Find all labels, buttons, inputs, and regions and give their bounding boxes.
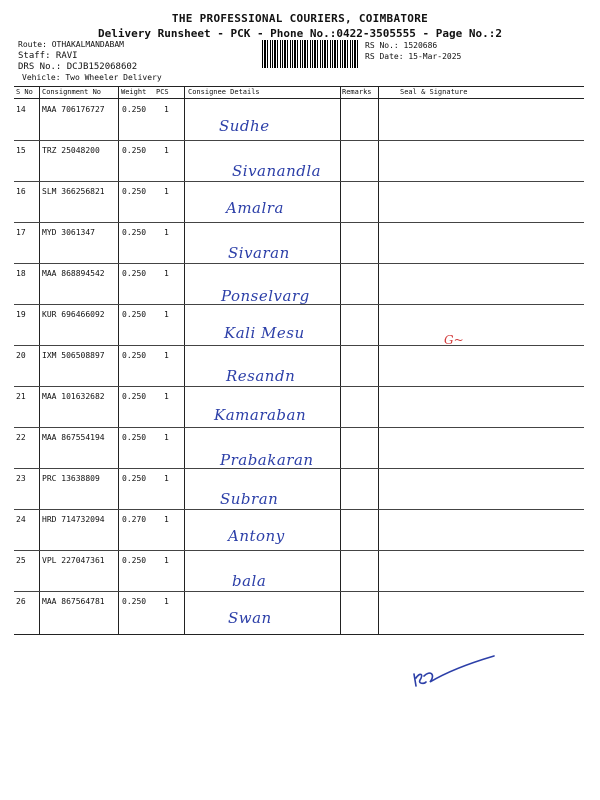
table-row xyxy=(14,468,584,510)
cell-weight: 0.250 xyxy=(122,228,147,237)
cell-sno: 20 xyxy=(16,351,26,360)
table-row xyxy=(14,550,584,592)
consignee-signature: Kamaraban xyxy=(214,406,307,424)
delivery-staff-signature xyxy=(410,652,500,692)
table-row xyxy=(14,591,584,632)
col-consignee: Consignee Details xyxy=(188,88,260,96)
rs-date: RS Date: 15-Mar-2025 xyxy=(365,52,462,61)
table-row xyxy=(14,386,584,428)
cell-weight: 0.250 xyxy=(122,269,147,278)
cell-consignment: SLM 366256821 xyxy=(42,187,105,196)
barcode-image xyxy=(262,40,358,68)
table-row xyxy=(14,509,584,551)
delivery-table xyxy=(14,86,584,635)
cell-consignment: VPL 227047361 xyxy=(42,556,105,565)
cell-pcs: 1 xyxy=(164,597,169,606)
cell-consignment: KUR 696466092 xyxy=(42,310,105,319)
col-seal: Seal & Signature xyxy=(400,88,468,96)
consignee-signature: Sivanandla xyxy=(232,162,322,180)
cell-consignment: MYD 3061347 xyxy=(42,228,95,237)
cell-sno: 26 xyxy=(16,597,26,606)
consignee-signature: Prabakaran xyxy=(220,451,314,469)
cell-weight: 0.250 xyxy=(122,146,147,155)
cell-sno: 15 xyxy=(16,146,26,155)
table-row xyxy=(14,181,584,223)
consignee-signature: Sudhe xyxy=(219,117,270,135)
table-row xyxy=(14,222,584,264)
cell-consignment: IXM 506508897 xyxy=(42,351,105,360)
cell-weight: 0.250 xyxy=(122,310,147,319)
cell-weight: 0.250 xyxy=(122,105,147,114)
cell-pcs: 1 xyxy=(164,474,169,483)
cell-pcs: 1 xyxy=(164,228,169,237)
consignee-signature: Antony xyxy=(228,527,285,545)
cell-pcs: 1 xyxy=(164,310,169,319)
cell-pcs: 1 xyxy=(164,556,169,565)
cell-consignment: PRC 13638809 xyxy=(42,474,100,483)
cell-pcs: 1 xyxy=(164,433,169,442)
consignee-signature: bala xyxy=(232,572,267,590)
cell-consignment: TRZ 25048200 xyxy=(42,146,100,155)
cell-consignment: HRD 714732094 xyxy=(42,515,105,524)
col-consignment: Consignment No xyxy=(42,88,102,96)
cell-pcs: 1 xyxy=(164,392,169,401)
consignee-signature: Sivaran xyxy=(228,244,290,262)
cell-pcs: 1 xyxy=(164,515,169,524)
cell-weight: 0.250 xyxy=(122,556,147,565)
cell-sno: 23 xyxy=(16,474,26,483)
cell-pcs: 1 xyxy=(164,187,169,196)
route-label: Route: OTHAKALMANDABAM xyxy=(18,40,124,49)
table-row xyxy=(14,263,584,305)
consignee-signature: Ponselvarg xyxy=(221,287,310,305)
cell-weight: 0.250 xyxy=(122,351,147,360)
cell-weight: 0.250 xyxy=(122,392,147,401)
cell-weight: 0.250 xyxy=(122,597,147,606)
cell-consignment: MAA 868894542 xyxy=(42,269,105,278)
cell-sno: 18 xyxy=(16,269,26,278)
cell-sno: 22 xyxy=(16,433,26,442)
cell-sno: 16 xyxy=(16,187,26,196)
cell-weight: 0.270 xyxy=(122,515,147,524)
cell-sno: 24 xyxy=(16,515,26,524)
cell-pcs: 1 xyxy=(164,146,169,155)
cell-weight: 0.250 xyxy=(122,433,147,442)
cell-pcs: 1 xyxy=(164,269,169,278)
col-remarks: Remarks xyxy=(342,88,372,96)
col-sno: S No xyxy=(16,88,33,96)
runsheet-subtitle: Delivery Runsheet - PCK - Phone No.:0422-3505555 - Page No.:2 xyxy=(98,27,502,40)
table-row xyxy=(14,304,584,346)
cell-consignment: MAA 101632682 xyxy=(42,392,105,401)
staff-label: Staff: RAVI xyxy=(18,51,78,61)
table-header xyxy=(14,87,584,99)
table-row xyxy=(14,345,584,387)
cell-consignment: MAA 867564781 xyxy=(42,597,105,606)
table-row xyxy=(14,140,584,182)
consignee-signature: Subran xyxy=(220,490,279,508)
consignee-signature: Resandn xyxy=(226,367,296,385)
drs-label: DRS No.: DCJB152068602 xyxy=(18,62,138,72)
table-row xyxy=(14,99,584,141)
remark-ink-mark: G~ xyxy=(444,333,464,347)
cell-consignment: MAA 867554194 xyxy=(42,433,105,442)
cell-sno: 14 xyxy=(16,105,26,114)
cell-sno: 25 xyxy=(16,556,26,565)
table-row xyxy=(14,427,584,469)
consignee-signature: Amalra xyxy=(226,199,284,217)
consignee-signature: Kali Mesu xyxy=(224,324,305,342)
cell-weight: 0.250 xyxy=(122,187,147,196)
cell-consignment: MAA 706176727 xyxy=(42,105,105,114)
cell-pcs: 1 xyxy=(164,351,169,360)
cell-pcs: 1 xyxy=(164,105,169,114)
cell-sno: 17 xyxy=(16,228,26,237)
cell-sno: 21 xyxy=(16,392,26,401)
cell-weight: 0.250 xyxy=(122,474,147,483)
col-weight: Weight xyxy=(121,88,147,96)
vehicle-label: Vehicle: Two Wheeler Delivery xyxy=(22,73,162,82)
company-title: THE PROFESSIONAL COURIERS, COIMBATORE xyxy=(171,12,429,25)
col-pcs: PCS xyxy=(156,88,169,96)
rs-number: RS No.: 1520686 xyxy=(365,41,438,50)
consignee-signature: Swan xyxy=(228,609,272,627)
cell-sno: 19 xyxy=(16,310,26,319)
